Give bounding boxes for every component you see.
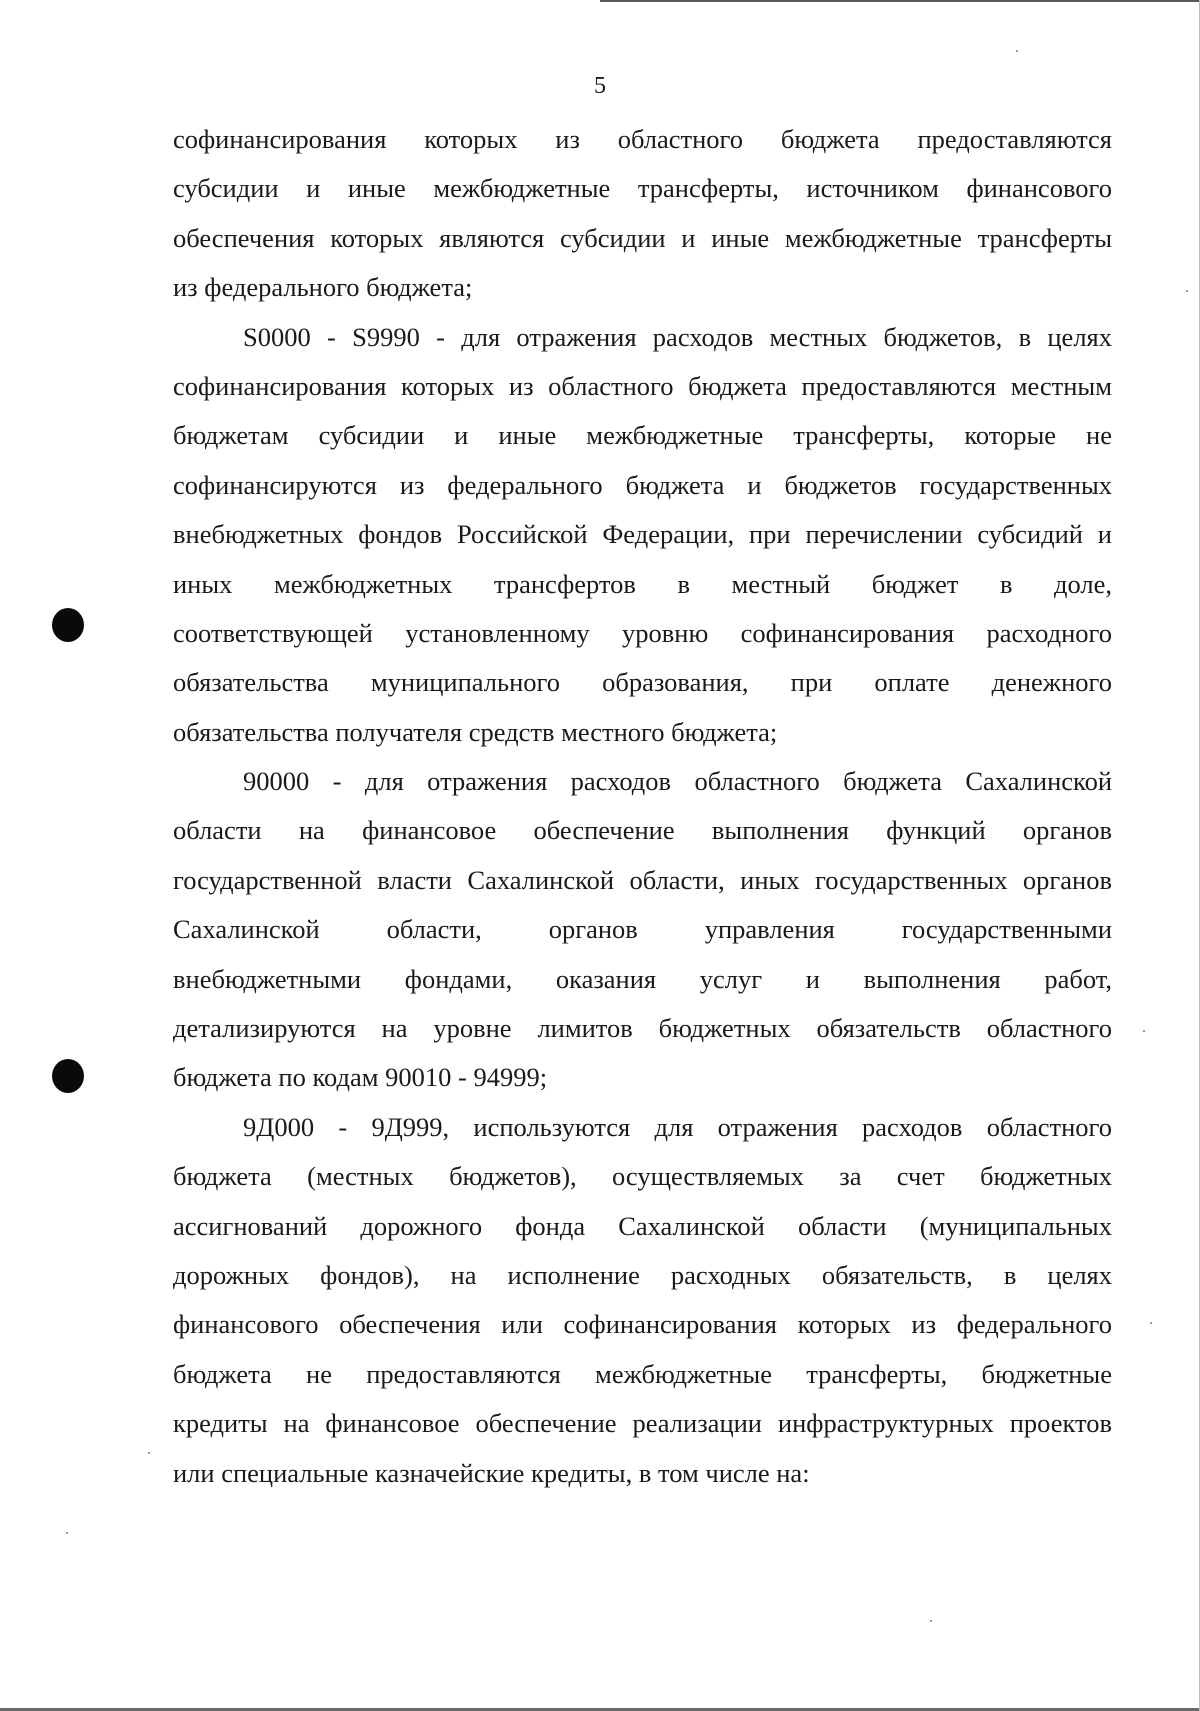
punch-hole-upper bbox=[52, 608, 84, 642]
paragraph-1-line: субсидии и иные межбюджетные трансферты, источником финансового bbox=[173, 173, 1112, 204]
paragraph-1-line: из федерального бюджета; bbox=[173, 272, 473, 303]
scan-edge-top bbox=[600, 0, 1200, 2]
paragraph-3-line: Сахалинской области, органов управления государственными bbox=[173, 914, 1112, 945]
scan-speck bbox=[1143, 1030, 1145, 1032]
scan-speck bbox=[148, 1452, 150, 1454]
paragraph-2-line: обязательства муниципального образования, при оплате денежного bbox=[173, 667, 1112, 698]
document-body bbox=[173, 115, 1112, 1498]
page-number: 5 bbox=[594, 73, 606, 99]
paragraph-3-line: детализируются на уровне лимитов бюджетных обязательств областного bbox=[173, 1013, 1112, 1044]
paragraph-4-line: финансового обеспечения или софинансирования которых из федерального bbox=[173, 1309, 1112, 1340]
scan-speck bbox=[66, 1532, 68, 1534]
paragraph-1-line: обеспечения которых являются субсидии и иные межбюджетные трансферты bbox=[173, 222, 1112, 253]
paragraph-2-line: софинансируются из федерального бюджета и бюджетов государственных bbox=[173, 469, 1112, 500]
paragraph-2-line: обязательства получателя средств местного бюджета; bbox=[173, 716, 778, 747]
paragraph-4-line: бюджета (местных бюджетов), осуществляемых за счет бюджетных bbox=[173, 1161, 1112, 1192]
paragraph-4-line: или специальные казначейские кредиты, в том числе на: bbox=[173, 1457, 810, 1488]
paragraph-4-line: бюджета не предоставляются межбюджетные трансферты, бюджетные bbox=[173, 1358, 1112, 1389]
paragraph-2-line: S0000 - S9990 - для отражения расходов местных бюджетов, в целях bbox=[243, 321, 1112, 352]
scan-speck bbox=[1150, 1322, 1152, 1324]
punch-hole-lower bbox=[52, 1059, 84, 1093]
paragraph-3-line: 90000 - для отражения расходов областного бюджета Сахалинской bbox=[243, 766, 1112, 797]
paragraph-3-line: бюджета по кодам 90010 - 94999; bbox=[173, 1062, 548, 1093]
paragraph-2-line: внебюджетных фондов Российской Федерации, при перечислении субсидий и bbox=[173, 519, 1112, 550]
paragraph-1-line: софинансирования которых из областного бюджета предоставляются bbox=[173, 124, 1112, 154]
paragraph-2-line: бюджетам субсидии и иные межбюджетные трансферты, которые не bbox=[173, 420, 1112, 451]
scan-speck bbox=[1016, 50, 1018, 52]
paragraph-3-line: государственной власти Сахалинской области, иных государственных органов bbox=[173, 864, 1112, 895]
paragraph-3-line: внебюджетными фондами, оказания услуг и выполнения работ, bbox=[173, 963, 1112, 994]
paragraph-4-line: 9Д000 - 9Д999, используются для отражения расходов областного bbox=[243, 1111, 1112, 1142]
scan-speck bbox=[1186, 290, 1188, 292]
scan-speck bbox=[930, 1620, 932, 1622]
paragraph-2-line: иных межбюджетных трансфертов в местный бюджет в доле, bbox=[173, 568, 1112, 599]
paragraph-2-line: соответствующей установленному уровню софинансирования расходного bbox=[173, 617, 1112, 648]
paragraph-4-line: дорожных фондов), на исполнение расходных обязательств, в целях bbox=[173, 1259, 1112, 1290]
paragraph-4-line: кредиты на финансовое обеспечение реализации инфраструктурных проектов bbox=[173, 1408, 1112, 1439]
paragraph-3-line: области на финансовое обеспечение выполнения функций органов bbox=[173, 815, 1112, 846]
paragraph-4-line: ассигнований дорожного фонда Сахалинской области (муниципальных bbox=[173, 1210, 1112, 1241]
paragraph-2-line: софинансирования которых из областного бюджета предоставляются местным bbox=[173, 370, 1112, 401]
